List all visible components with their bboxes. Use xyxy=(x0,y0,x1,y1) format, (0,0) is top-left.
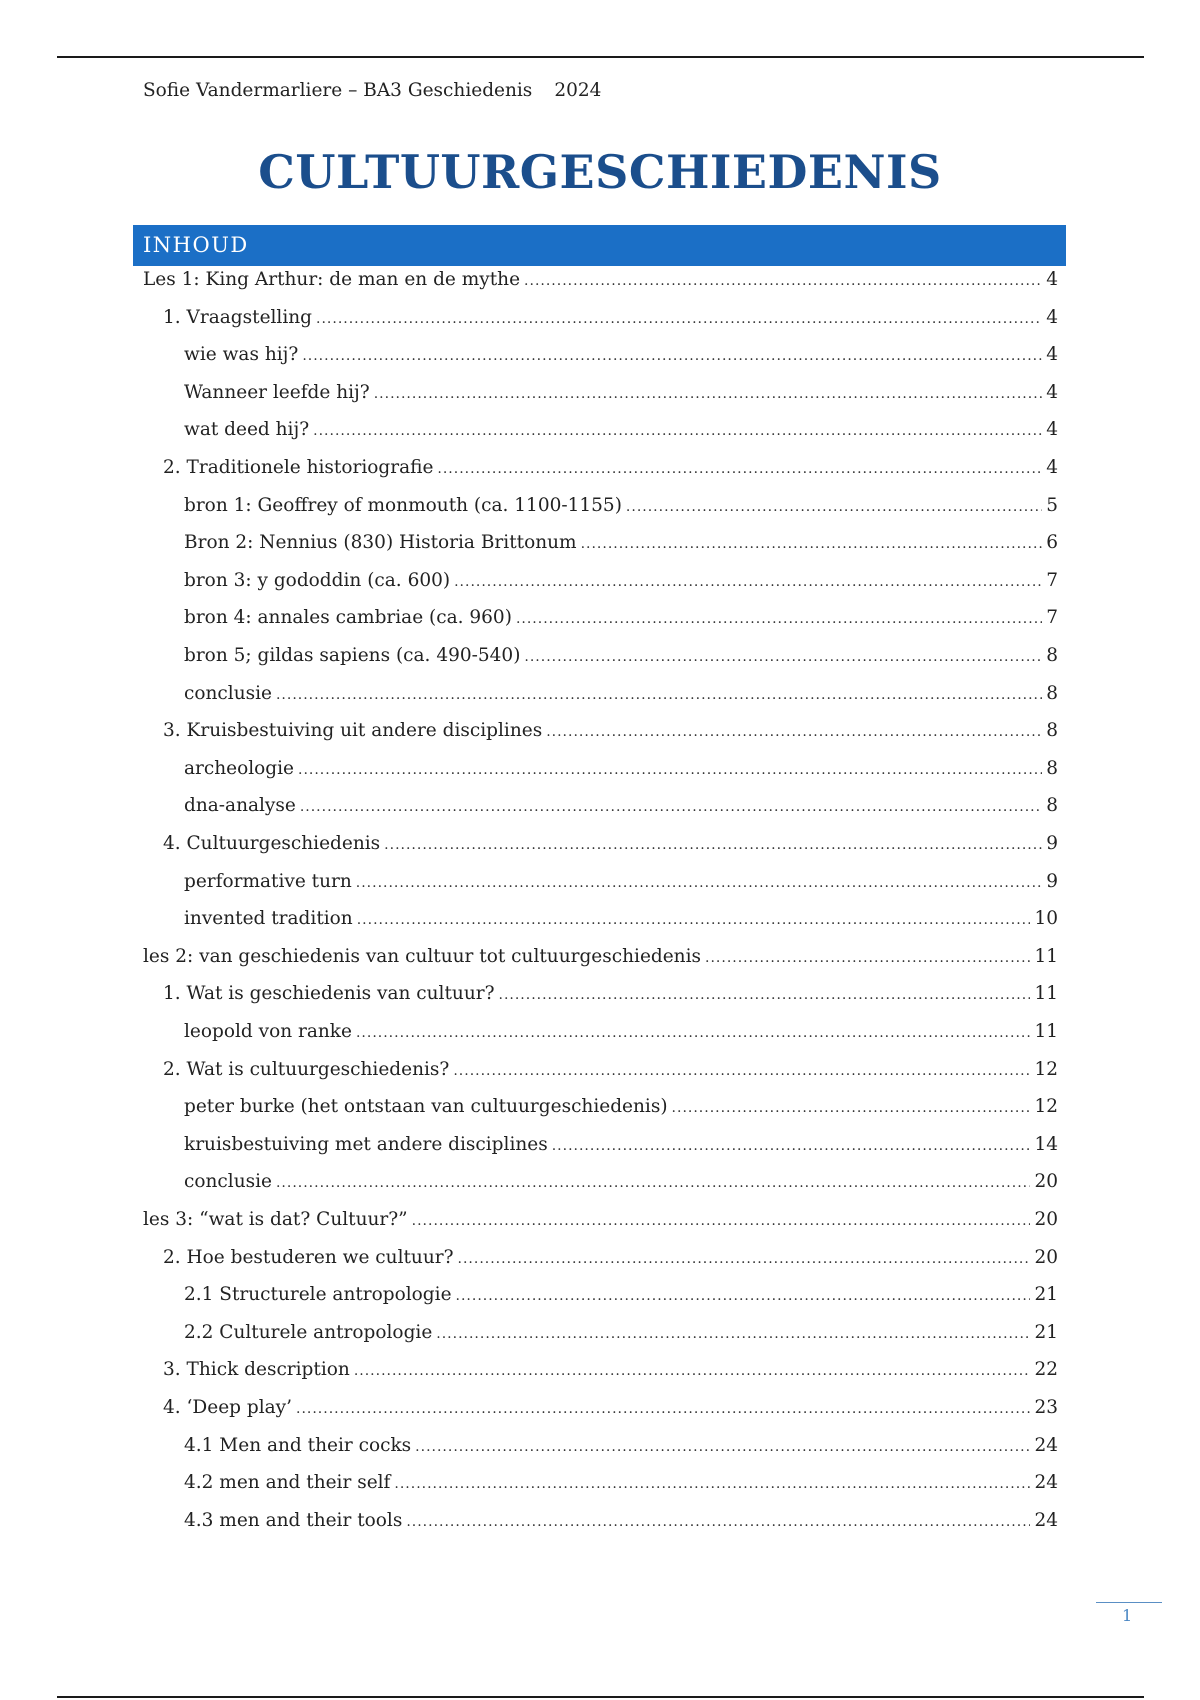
toc-entry-label: leopold von ranke xyxy=(184,1021,352,1042)
toc-entry-page: 10 xyxy=(1034,908,1058,930)
toc-entry-page: 22 xyxy=(1034,1359,1058,1381)
toc-entry-label: 3. Kruisbestuiving uit andere disciplines xyxy=(163,720,543,742)
toc-entry[interactable] xyxy=(184,1472,1058,1498)
bottom-rule xyxy=(57,1696,1144,1698)
toc-entry-label: 1. Vraagstelling xyxy=(163,306,313,328)
toc-entry[interactable] xyxy=(163,720,1058,746)
toc-leader-dots xyxy=(499,987,1031,1003)
toc-entry-page: 8 xyxy=(1046,757,1058,779)
toc-entry-label: Bron 2: Nennius (830) Historia Brittonum xyxy=(184,532,577,554)
toc-entry[interactable] xyxy=(184,1284,1058,1310)
toc-entry-label: 4. Cultuurgeschiedenis xyxy=(163,833,381,854)
header-author: Sofie Vandermarliere – BA3 Geschiedenis xyxy=(143,80,533,101)
toc-leader-dots xyxy=(524,649,1042,665)
toc-entry[interactable] xyxy=(184,495,1058,521)
toc-leader-dots xyxy=(354,1363,1031,1379)
toc-entry-label: performative turn xyxy=(184,870,352,892)
toc-entry-page: 9 xyxy=(1046,870,1058,892)
toc-entry-page: 24 xyxy=(1034,1434,1058,1456)
toc-entry-page: 7 xyxy=(1046,569,1058,591)
toc-entry-label: bron 1: Geoffrey of monmouth (ca. 1100-1155) xyxy=(184,494,622,516)
toc-leader-dots xyxy=(406,1514,1030,1530)
toc-leader-dots xyxy=(276,687,1042,703)
toc-entry[interactable] xyxy=(143,946,1058,972)
toc-entry[interactable] xyxy=(184,1021,1058,1047)
toc-entry[interactable] xyxy=(163,983,1058,1009)
toc-entry-label: invented tradition xyxy=(184,908,353,930)
toc-entry-page: 8 xyxy=(1046,682,1058,704)
toc-entry-label: bron 3: y gododdin (ca. 600) xyxy=(184,569,451,591)
toc-leader-dots xyxy=(437,461,1042,477)
toc-leader-dots xyxy=(276,1175,1030,1191)
toc-entry-page: 12 xyxy=(1034,1058,1058,1080)
toc-entry-label: 1. Wat is geschiedenis van cultuur? xyxy=(163,983,495,1005)
toc-leader-dots xyxy=(302,348,1042,364)
page-number: 1 xyxy=(1122,1606,1133,1625)
toc-leader-dots xyxy=(296,1401,1030,1417)
toc-leader-dots xyxy=(546,724,1042,740)
toc-leader-dots xyxy=(356,875,1042,891)
document-title: CULTUURGESCHIEDENIS xyxy=(258,145,942,199)
toc-entry-label: 3. Thick description xyxy=(163,1359,350,1381)
toc-leader-dots xyxy=(300,799,1042,815)
toc-leader-dots xyxy=(436,1326,1030,1342)
toc-leader-dots xyxy=(581,536,1043,552)
toc-entry-label: conclusie xyxy=(184,1171,272,1193)
toc-entry-page: 12 xyxy=(1034,1096,1058,1118)
toc-heading-bar xyxy=(133,225,1066,266)
toc-entry-page: 21 xyxy=(1034,1321,1058,1343)
toc-entry-label: 2. Traditionele historiografie xyxy=(163,457,434,478)
toc-entry-label: kruisbestuiving met andere disciplines xyxy=(184,1133,548,1155)
toc-entry[interactable] xyxy=(184,758,1058,784)
toc-entry[interactable] xyxy=(184,1171,1058,1197)
toc-entry[interactable] xyxy=(143,1209,1058,1235)
toc-entry-page: 8 xyxy=(1046,645,1058,666)
toc-leader-dots xyxy=(672,1100,1031,1116)
toc-entry-page: 20 xyxy=(1034,1171,1058,1193)
toc-entry-label: 2. Wat is cultuurgeschiedenis? xyxy=(163,1058,450,1080)
toc-entry-label: 2.1 Structurele antropologie xyxy=(184,1284,452,1306)
toc-entry[interactable] xyxy=(184,683,1058,709)
toc-entry-page: 11 xyxy=(1034,1021,1058,1042)
toc-entry[interactable] xyxy=(184,908,1058,934)
toc-entry[interactable] xyxy=(184,1096,1058,1122)
toc-entry-page: 20 xyxy=(1034,1246,1058,1268)
toc-leader-dots xyxy=(552,1138,1031,1154)
toc-entry-label: peter burke (het ontstaan van cultuurgeschiedenis) xyxy=(184,1096,668,1118)
toc-entry[interactable] xyxy=(184,570,1058,596)
toc-entry-label: 4.1 Men and their cocks xyxy=(184,1434,412,1456)
toc-entry[interactable] xyxy=(163,457,1058,483)
toc-entry[interactable] xyxy=(163,1059,1058,1085)
toc-entry[interactable] xyxy=(184,645,1058,671)
toc-leader-dots xyxy=(454,574,1042,590)
toc-leader-dots xyxy=(516,611,1042,627)
toc-entry-label: bron 4: annales cambriae (ca. 960) xyxy=(184,607,512,629)
toc-entry-label: dna-analyse xyxy=(184,795,296,817)
toc-entry-page: 24 xyxy=(1034,1509,1058,1531)
toc-leader-dots xyxy=(453,1063,1030,1079)
toc-entry-label: 2. Hoe bestuderen we cultuur? xyxy=(163,1246,454,1268)
toc-leader-dots xyxy=(394,1476,1030,1492)
toc-entry[interactable] xyxy=(184,607,1058,633)
toc-entry[interactable] xyxy=(184,419,1058,445)
toc-leader-dots xyxy=(384,837,1042,853)
header-year: 2024 xyxy=(554,80,602,101)
toc-entry-label: 4.3 men and their tools xyxy=(184,1509,403,1531)
toc-entry-label: les 2: van geschiedenis van cultuur tot cultuurgeschiedenis xyxy=(143,945,702,967)
toc-entry-label: Wanneer leefde hij? xyxy=(184,381,370,403)
toc-entry[interactable] xyxy=(184,532,1058,558)
toc-entry[interactable] xyxy=(163,1247,1058,1273)
toc-leader-dots xyxy=(298,762,1042,778)
page-number-rule xyxy=(1096,1602,1162,1603)
toc-leader-dots xyxy=(316,311,1042,327)
toc-entry-page: 20 xyxy=(1034,1209,1058,1230)
toc-entry-page: 23 xyxy=(1034,1397,1058,1418)
toc-entry[interactable] xyxy=(184,1322,1058,1348)
toc-entry-page: 21 xyxy=(1034,1284,1058,1306)
toc-entry-page: 11 xyxy=(1034,983,1058,1005)
toc-entry-label: les 3: “wat is dat? Cultuur?” xyxy=(143,1209,408,1230)
toc-entry[interactable] xyxy=(163,1359,1058,1385)
toc-entry-label: 4.2 men and their self xyxy=(184,1472,391,1494)
toc-entry[interactable] xyxy=(184,795,1058,821)
toc-entry-page: 11 xyxy=(1034,945,1058,967)
toc-entry[interactable] xyxy=(163,833,1058,859)
toc-leader-dots xyxy=(412,1213,1031,1229)
toc-entry[interactable] xyxy=(184,382,1058,408)
toc-entry-label: Les 1: King Arthur: de man en de mythe xyxy=(143,269,521,290)
toc-leader-dots xyxy=(313,423,1042,439)
toc-entry-page: 4 xyxy=(1046,306,1058,328)
toc-entry-page: 4 xyxy=(1046,344,1058,366)
toc-leader-dots xyxy=(356,1025,1030,1041)
toc-entry-page: 4 xyxy=(1046,419,1058,441)
toc-leader-dots xyxy=(374,386,1043,402)
toc-entry[interactable] xyxy=(184,871,1058,897)
toc-entry[interactable] xyxy=(163,1397,1058,1423)
toc-entry-page: 8 xyxy=(1046,795,1058,817)
toc-leader-dots xyxy=(458,1251,1031,1267)
toc-entry-page: 5 xyxy=(1046,494,1058,516)
toc-entry[interactable] xyxy=(184,344,1058,370)
toc-heading: INHOUD xyxy=(143,233,249,257)
toc-entry[interactable] xyxy=(163,307,1058,333)
toc-entry[interactable] xyxy=(143,269,1058,295)
top-rule xyxy=(57,56,1144,58)
toc-entry[interactable] xyxy=(184,1134,1058,1160)
toc-leader-dots xyxy=(357,912,1031,928)
toc-entry-page: 4 xyxy=(1046,457,1058,478)
toc-entry-label: wie was hij? xyxy=(184,344,299,366)
toc-entry[interactable] xyxy=(184,1435,1058,1461)
toc-entry-label: archeologie xyxy=(184,757,294,779)
toc-entry-page: 24 xyxy=(1034,1472,1058,1494)
toc-entry-page: 14 xyxy=(1034,1133,1058,1155)
toc-entry-page: 4 xyxy=(1046,381,1058,403)
toc-entry-page: 4 xyxy=(1046,269,1058,290)
toc-entry-label: conclusie xyxy=(184,682,272,704)
toc-entry-label: 4. ‘Deep play’ xyxy=(163,1397,292,1418)
toc-entry-page: 6 xyxy=(1046,532,1058,554)
toc-entry-label: wat deed hij? xyxy=(184,419,310,441)
toc-entry-page: 7 xyxy=(1046,607,1058,629)
toc-leader-dots xyxy=(524,273,1042,289)
toc-leader-dots xyxy=(705,950,1030,966)
toc-entry[interactable] xyxy=(184,1510,1058,1536)
toc-leader-dots xyxy=(415,1439,1030,1455)
toc-entry-page: 9 xyxy=(1046,833,1058,854)
toc-entry-label: 2.2 Culturele antropologie xyxy=(184,1321,433,1343)
toc-entry-page: 8 xyxy=(1046,720,1058,742)
page-header xyxy=(143,80,601,101)
toc-entry-label: bron 5; gildas sapiens (ca. 490-540) xyxy=(184,645,521,666)
toc-leader-dots xyxy=(626,499,1042,515)
toc-leader-dots xyxy=(456,1288,1031,1304)
